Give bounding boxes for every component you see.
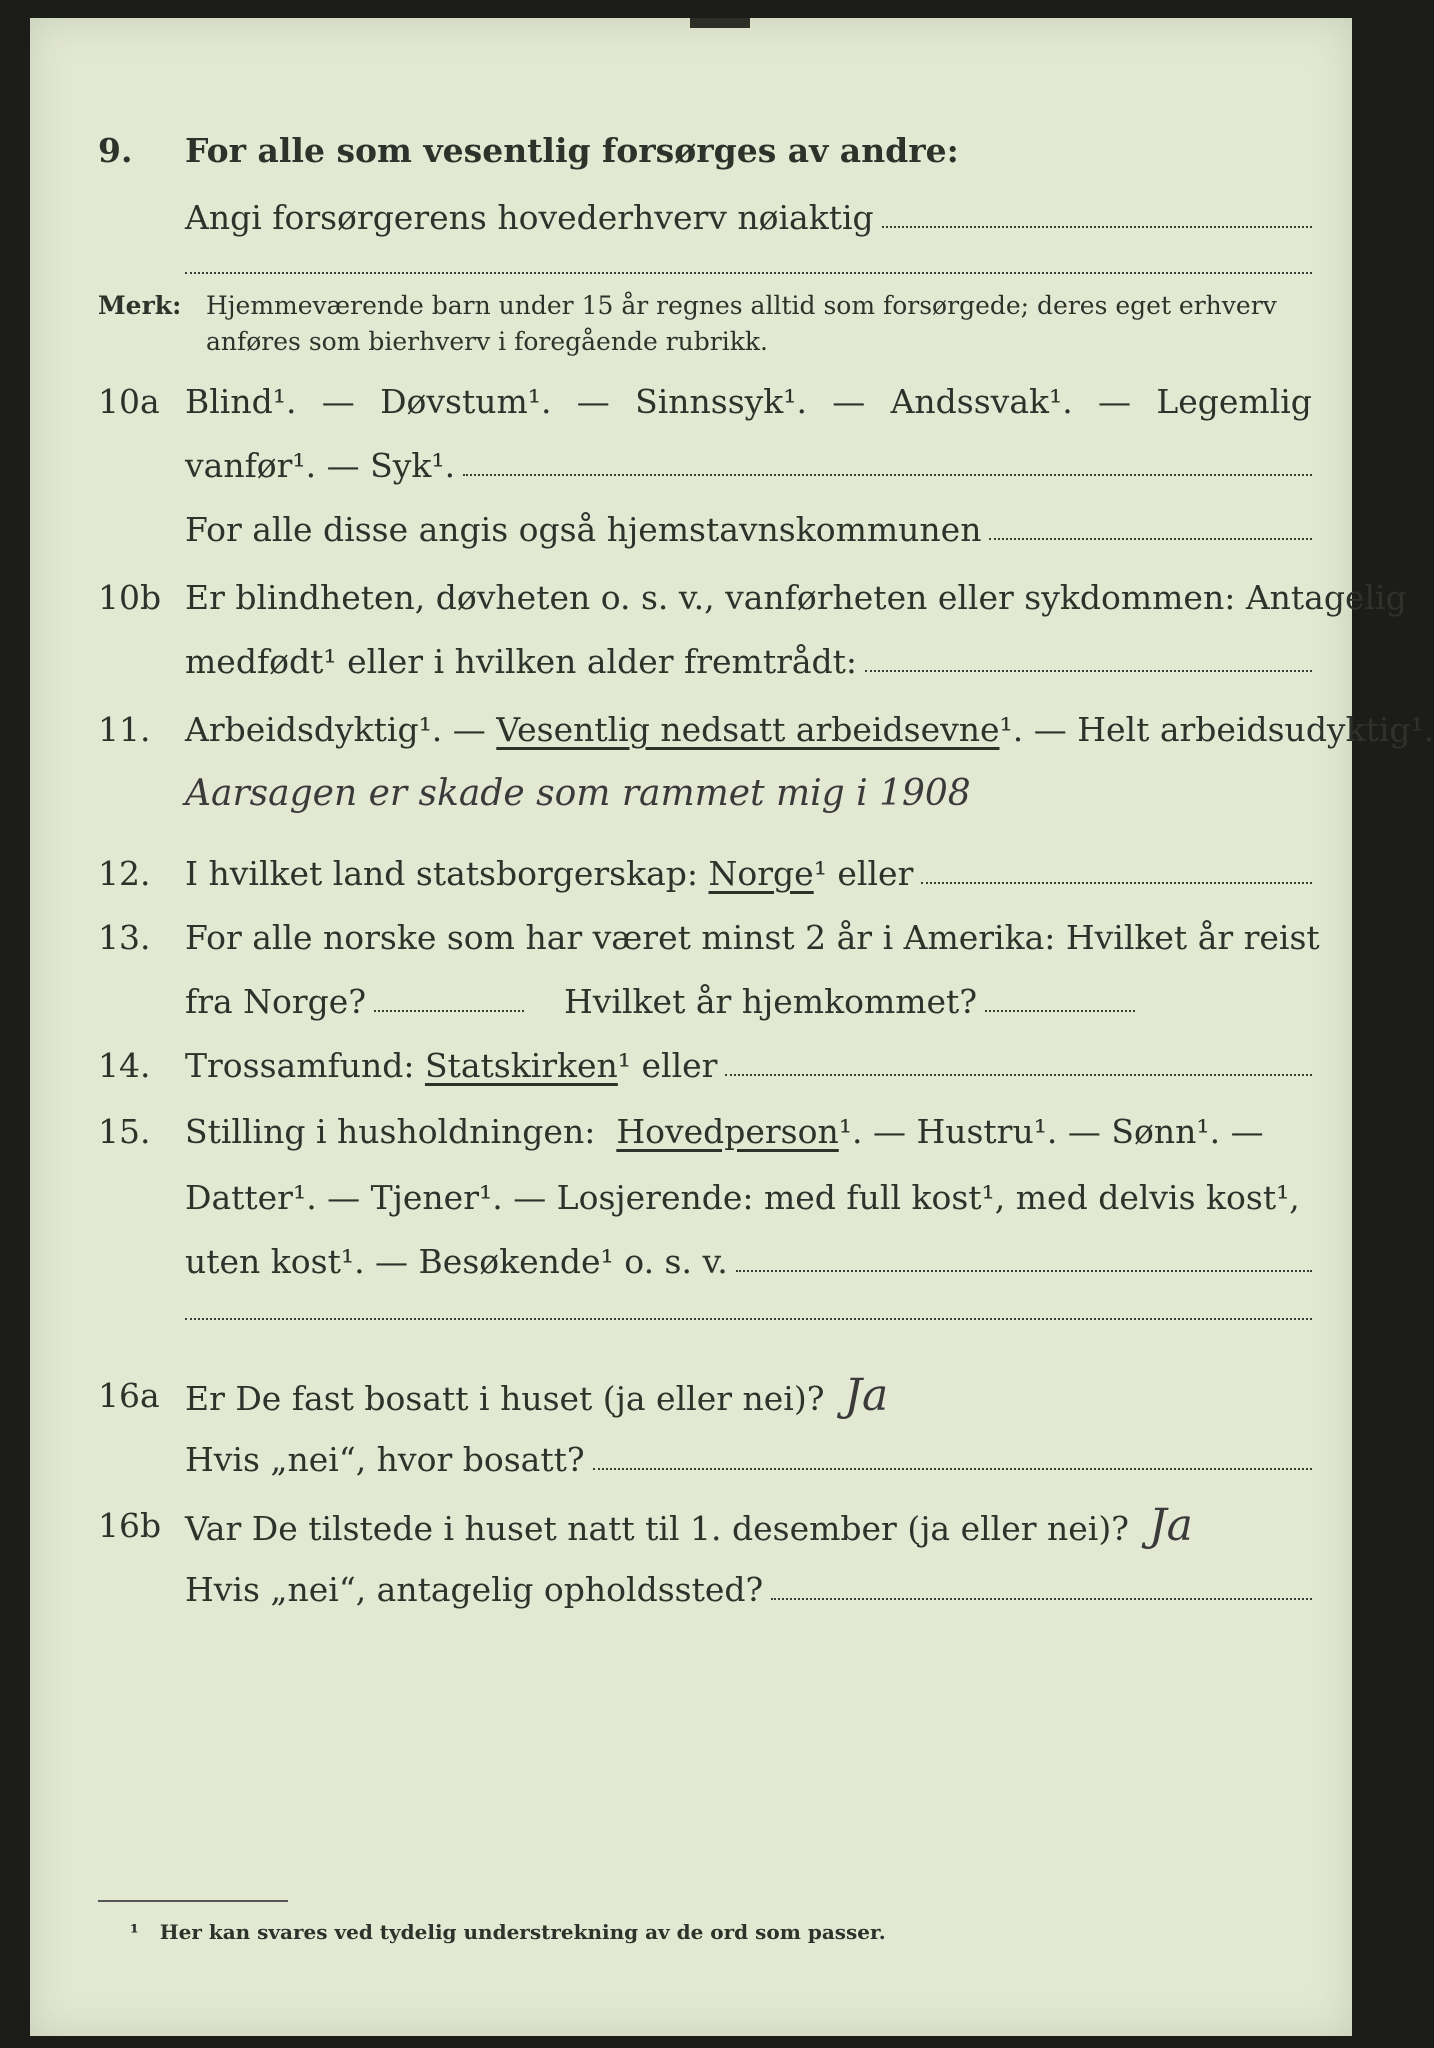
option-legemlig: Legemlig (1156, 382, 1312, 421)
answer-line (989, 538, 1312, 540)
separator: — (1098, 382, 1132, 421)
answer-line (593, 1468, 1312, 1470)
question-number: 13. (98, 918, 151, 957)
answer-line (882, 226, 1312, 228)
question-text: medfødt¹ eller i hvilken alder fremtrådt: (185, 642, 858, 681)
answer-line (921, 882, 1312, 884)
question-text: Hvilket år hjemkommet? (564, 982, 978, 1021)
question-10b (30, 570, 1407, 626)
answer-line (725, 1074, 1312, 1076)
question-16b (30, 1498, 1352, 1554)
question-10a-line3 (30, 502, 1352, 558)
question-number: 9. (98, 131, 133, 170)
question-text: Er blindheten, døvheten o. s. v., vanførheten eller sykdommen: Antagelig (185, 578, 1407, 617)
option-andssvak: Andssvak¹. (890, 382, 1073, 421)
question-text: Stilling i husholdningen: (185, 1112, 596, 1151)
note-text: anføres som bierhverv i foregående rubrikk. (206, 327, 768, 356)
note-label: Merk: (98, 291, 182, 320)
question-text: Angi forsørgerens hovederhverv nøiaktig (185, 198, 874, 237)
option-dovstum: Døvstum¹. (380, 382, 552, 421)
option-sinnssyk: Sinnssyk¹. (635, 382, 807, 421)
question-15 (30, 1104, 1352, 1160)
question-11-answer (30, 766, 1352, 822)
separator: — (832, 382, 866, 421)
question-text: Hvis „nei“, hvor bosatt? (185, 1440, 585, 1479)
answer-line (374, 1010, 524, 1012)
binding-mark (690, 18, 750, 28)
question-text: fra Norge? (185, 982, 367, 1021)
question-10a-line2 (30, 438, 1352, 494)
question-number: 14. (98, 1046, 151, 1085)
answer-line (865, 670, 1312, 672)
question-9-line2 (30, 190, 1352, 246)
question-text: Er De fast bosatt i huset (ja eller nei)? (185, 1379, 825, 1418)
question-text: I hvilket land statsborgerskap: (185, 854, 699, 893)
question-14 (30, 1038, 1352, 1094)
question-15-line2 (30, 1170, 1352, 1226)
footnote-rule (98, 1900, 288, 1902)
census-form-page (30, 18, 1434, 2036)
question-text: For alle norske som har været minst 2 år i Amerika: Hvilket år reist (185, 918, 1320, 957)
question-13 (30, 910, 1352, 966)
question-number: 15. (98, 1112, 151, 1151)
separator: — (576, 382, 610, 421)
note-text: Hjemmeværende barn under 15 år regnes alltid som forsørgede; deres eget erhverv (206, 291, 1277, 320)
handwritten-answer: Ja (844, 1370, 889, 1421)
answer-line (463, 474, 1312, 476)
option-eller: ¹ eller (813, 854, 914, 893)
answer-line (185, 272, 1312, 274)
question-number: 16a (98, 1376, 160, 1415)
handwritten-answer: Ja (1148, 1500, 1193, 1551)
option-hovedperson: Hovedperson (616, 1112, 839, 1151)
question-16b-line2 (30, 1562, 1352, 1618)
question-number: 10a (98, 382, 160, 421)
question-text: uten kost¹. — Besøkende¹ o. s. v. (185, 1242, 728, 1281)
question-10a (30, 374, 1352, 430)
answer-line (985, 1010, 1135, 1012)
option-helt-udyktig: ¹. — Helt arbeidsudyktig¹. (999, 710, 1434, 749)
separator: — (321, 382, 355, 421)
question-15-line3 (30, 1234, 1352, 1290)
handwritten-answer: Aarsagen er skade som rammet mig i 1908 (185, 773, 971, 814)
footnote-text: Her kan svares ved tydelig understrekning av de ord som passer. (159, 1920, 886, 1944)
option-vesentlig-nedsatt: Vesentlig nedsatt arbeidsevne (496, 710, 1000, 749)
question-text: Hvis „nei“, antagelig opholdssted? (185, 1570, 764, 1609)
question-text: vanfør¹. — Syk¹. (185, 446, 456, 485)
option-blind: Blind¹. (185, 382, 297, 421)
question-text: For alle disse angis også hjemstavnskommunen (185, 510, 982, 549)
option-norge: Norge (708, 854, 814, 893)
question-12 (30, 846, 1352, 902)
question-number: 11. (98, 710, 151, 749)
question-text: For alle som vesentlig forsørges av andre: (185, 131, 959, 170)
answer-line (771, 1598, 1312, 1600)
question-text: Var De tilstede i huset natt til 1. desember (ja eller nei)? (185, 1509, 1129, 1548)
question-11 (30, 702, 1434, 758)
footnote-mark: ¹ (130, 1920, 139, 1944)
answer-line (736, 1270, 1312, 1272)
question-13-line2 (30, 974, 1352, 1030)
option-arbeidsdyktig: Arbeidsdyktig¹. — (185, 710, 486, 749)
option-statskirken: Statskirken (424, 1046, 618, 1085)
question-16a-line2 (30, 1432, 1352, 1488)
question-number: 16b (98, 1506, 162, 1545)
question-text: ¹. — Hustru¹. — Sønn¹. — (838, 1112, 1264, 1151)
option-eller: ¹ eller (617, 1046, 718, 1085)
question-10b-line2 (30, 634, 1352, 690)
question-number: 10b (98, 578, 162, 617)
question-number: 12. (98, 854, 151, 893)
question-9 (30, 123, 1352, 179)
question-16a (30, 1368, 1352, 1424)
question-text: Datter¹. — Tjener¹. — Losjerende: med full kost¹, med delvis kost¹, (185, 1178, 1300, 1217)
answer-line (185, 1318, 1312, 1320)
question-text: Trossamfund: (185, 1046, 415, 1085)
footnote (130, 1920, 886, 1944)
